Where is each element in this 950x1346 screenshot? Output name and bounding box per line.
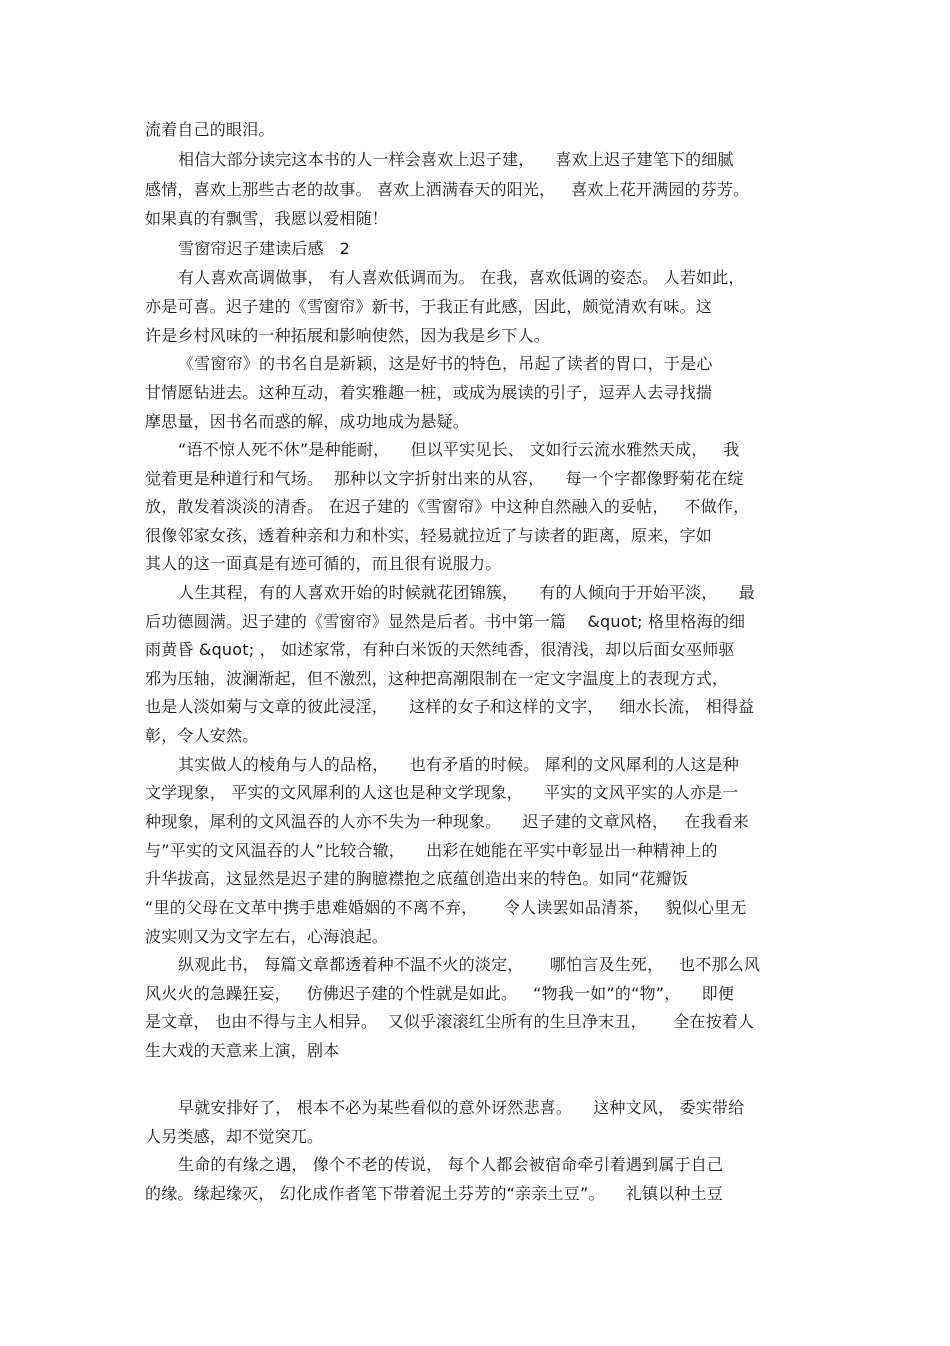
text-line: 风火火的急躁狂妄， 仿佛迟子建的个性就是如此。 “物我一如”的“物”， 即便 bbox=[145, 984, 735, 1003]
text-line: 是文章， 也由不得与主人相异。 又似乎滚滚红尘所有的生旦净末丑， 全在按着人 bbox=[145, 1012, 755, 1031]
text-line: 相信大部分读完这本书的人一样会喜欢上迟子建， 喜欢上迟子建笔下的细腻 bbox=[178, 150, 734, 169]
text-line: 纵观此书， 每篇文章都透着种不温不火的淡定， 哪怕言及生死， 也不那么风 bbox=[178, 955, 761, 974]
text-line: 邪为压轴，波澜渐起，但不激烈，这种把高潮限制在一定文字温度上的表现方式， bbox=[145, 669, 729, 688]
text-line: 其实做人的棱角与人的品格， 也有矛盾的时候。 犀利的文风犀利的人这是种 bbox=[178, 755, 740, 774]
text-line: 觉着更是种道行和气场。 那种以文字折射出来的从容， 每一个字都像野菊花在绽 bbox=[145, 469, 744, 488]
text-line: 甘情愿钻进去。这种互动，着实雅趣一桩，或成为展读的引子，逗弄人去寻找揣 bbox=[145, 383, 713, 402]
text-line: 放，散发着淡淡的清香。 在迟子建的《雪窗帘》中这种自然融入的妥帖， 不做作， bbox=[145, 497, 750, 516]
text-line: 生命的有缘之遇， 像个不老的传说， 每个人都会被宿命牵引着遇到属于自己 bbox=[178, 1155, 724, 1174]
text-line: 生大戏的天意来上演，剧本 bbox=[145, 1041, 340, 1060]
text-line: 也是人淡如菊与文章的彼此浸淫， 这样的女子和这样的文字， 细水长流， 相得益 bbox=[145, 697, 755, 716]
text-line: 文学现象， 平实的文风犀利的人这也是种文学现象， 平实的文风平实的人亦是一 bbox=[145, 783, 739, 802]
text-line: 有人喜欢高调做事， 有人喜欢低调而为。 在我，喜欢低调的姿态。 人若如此， bbox=[178, 268, 745, 287]
text-line: 彰，令人安然。 bbox=[145, 726, 259, 745]
text-line: 雨黄昏 &quot; ， 如述家常，有种白米饭的天然纯香，很清浅，却以后面女巫师驱 bbox=[145, 640, 735, 659]
text-line: 人另类感，却不觉突兀。 bbox=[145, 1127, 324, 1146]
text-line: 种现象，犀利的文风温吞的人亦不失为一种现象。 迟子建的文章风格， 在我看来 bbox=[145, 812, 750, 831]
text-line: “语不惊人死不休”是种能耐， 但以平实见长、 文如行云流水雅然天成， 我 bbox=[178, 440, 740, 459]
text-line: 很像邻家女孩，透着种亲和力和朴实，轻易就拉近了与读者的距离，原来，字如 bbox=[145, 526, 713, 545]
text-line: 感情，喜欢上那些古老的故事。 喜欢上洒满春天的阳光， 喜欢上花开满园的芬芳。 bbox=[145, 180, 750, 199]
text-line: 升华拔高，这显然是迟子建的胸臆襟抱之底蕴创造出来的特色。如同“花瓣饭 bbox=[145, 869, 689, 888]
text-line: 流着自己的眼泪。 bbox=[145, 120, 275, 139]
text-line: 如果真的有飘雪，我愿以爱相随！ bbox=[145, 209, 389, 228]
text-line: 亦是可喜。迟子建的《雪窗帘》新书，于我正有此感，因此，颇觉清欢有味。这 bbox=[145, 297, 713, 316]
text-line: 波实则又为文字左右，心海浪起。 bbox=[145, 927, 389, 946]
text-line: “里的父母在文革中携手患难婚姻的不离不弃， 令人读罢如品清茶， 貌似心里无 bbox=[145, 898, 747, 917]
text-line: 的缘。缘起缘灭， 幻化成作者笔下带着泥土芬芳的“亲亲土豆”。 礼镇以种土豆 bbox=[145, 1184, 724, 1203]
text-line: 摩思量，因书名而惑的解，成功地成为悬疑。 bbox=[145, 412, 470, 431]
section-title: 雪窗帘迟子建读后感 2 bbox=[178, 239, 351, 258]
text-line: 《雪窗帘》的书名自是新颖，这是好书的特色，吊起了读者的胃口，于是心 bbox=[178, 354, 713, 373]
text-line: 后功德圆满。迟子建的《雪窗帘》显然是后者。书中第一篇 &quot; 格里格海的细 bbox=[145, 612, 746, 631]
text-line: 与”平实的文风温吞的人”比较合辙， 出彩在她能在平实中彰显出一种精神上的 bbox=[145, 841, 718, 860]
text-line: 其人的这一面真是有迹可循的，而且很有说服力。 bbox=[145, 554, 502, 573]
text-line: 早就安排好了， 根本不必为某些看似的意外讶然悲喜。 这种文风， 委实带给 bbox=[178, 1098, 745, 1117]
text-line: 许是乡村风味的一种拓展和影响使然，因为我是乡下人。 bbox=[145, 326, 551, 345]
text-line: 人生其程，有的人喜欢开始的时候就花团锦簇， 有的人倾向于开始平淡， 最 bbox=[178, 583, 755, 602]
